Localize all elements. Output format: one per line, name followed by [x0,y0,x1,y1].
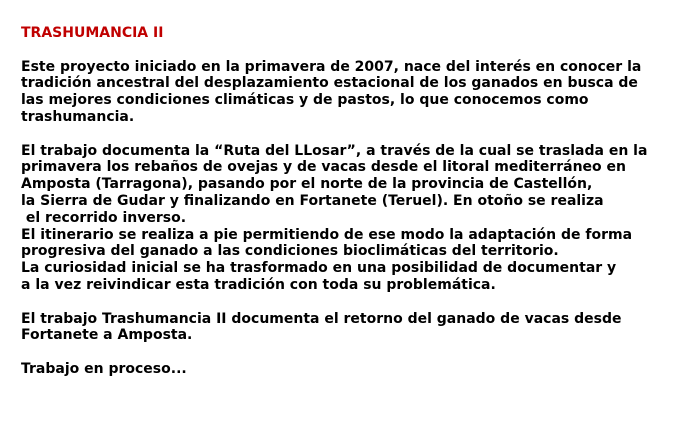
text-line: Este proyecto iniciado en la primavera de 2007, nace del interés en conocer la [21,58,642,75]
page-title: TRASHUMANCIA II [21,25,164,41]
text-line: El trabajo Trashumancia II documenta el retorno del ganado de vacas desde [21,310,622,327]
text-line: la Sierra de Gudar y finalizando en Fortanete (Teruel). En otoño se realiza [21,192,604,209]
text-line: el recorrido inverso. [21,209,187,226]
text-line: progresiva del ganado a las condiciones bioclimáticas del territorio. [21,243,559,260]
text-line: trashumancia. [21,108,135,125]
return-paragraph [21,311,691,345]
text-line: a la vez reivindicar esta tradición con toda su problemática. [21,276,496,293]
text-line: Trabajo en proceso... [21,360,187,377]
text-line: El trabajo documenta la “Ruta del LLosar”, a través de la cual se traslada en la [21,142,648,159]
text-line: El itinerario se realiza a pie permitiendo de ese modo la adaptación de forma [21,226,633,243]
text-line: Fortanete a Amposta. [21,327,193,344]
intro-paragraph [21,59,691,126]
text-line: Amposta (Tarragona), pasando por el norte de la provincia de Castellón, [21,176,593,193]
route-paragraph [21,143,691,294]
text-line: tradición ancestral del desplazamiento estacional de los ganados en busca de [21,75,638,92]
text-line: las mejores condiciones climáticas y de pastos, lo que conocemos como [21,92,589,109]
text-line: primavera los rebaños de ovejas y de vacas desde el litoral mediterráneo en [21,159,626,176]
status-paragraph [21,361,691,378]
document-page [21,25,691,395]
text-line: La curiosidad inicial se ha trasformado en una posibilidad de documentar y [21,260,617,277]
